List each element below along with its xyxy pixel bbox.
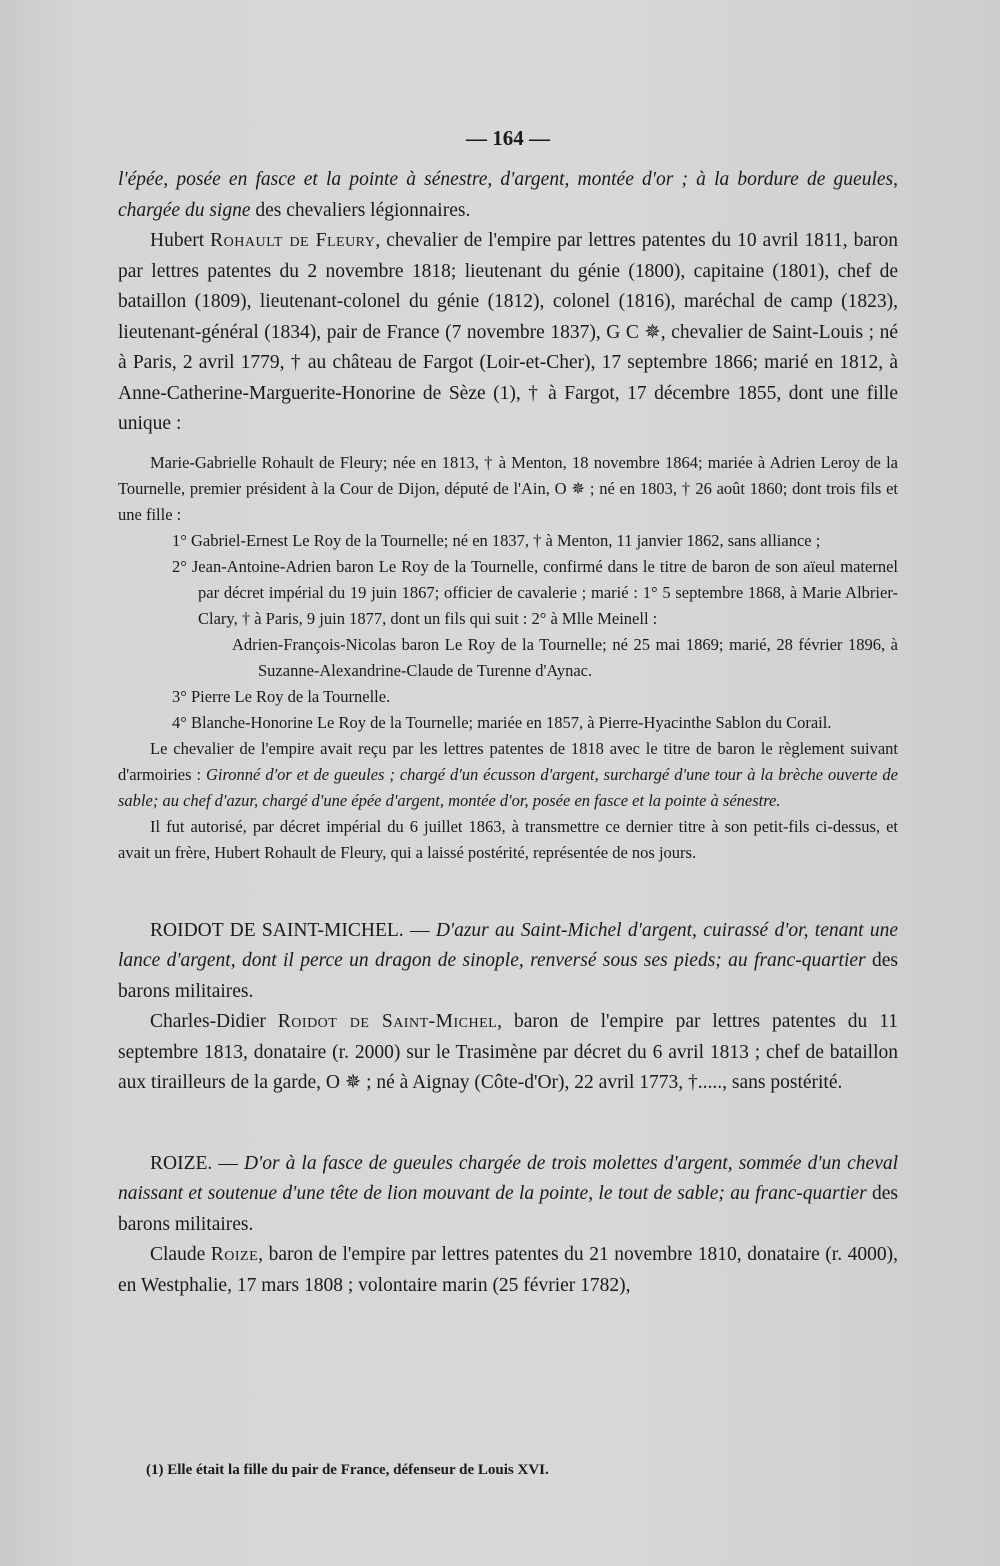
paragraph-blazon-end: [118, 165, 898, 226]
entry-blazon: D'azur au Saint-Michel d'argent, cuirassé d'or, tenant une lance d'argent, dont il perce un dragon de sinople, renversé sous ses pieds; au franc-quartier: [118, 919, 899, 971]
paragraph-roize: [118, 1240, 898, 1301]
blazon-italic: l'épée, posée en fasce et la pointe à sénestre, d'argent, montée d'or ; à la bordure de gueules, chargée du signe: [118, 169, 898, 221]
spacer: [118, 440, 898, 450]
person-name: Roidot de Saint-Michel: [277, 1011, 498, 1032]
entry-blazon: D'or à la fasce de gueules chargée de trois molettes d'argent, sommée d'un cheval naissant et soutenue d'une tête de lion mouvant de la pointe, le tout de sable; au franc-quartier: [118, 1152, 899, 1204]
entry-heading: ROIZE.: [150, 1152, 213, 1174]
paragraph-rohault: [118, 226, 898, 440]
list-item: 4° Blanche-Honorine Le Roy de la Tournelle; mariée en 1857, à Pierre-Hyacinthe Sablon du Corail.: [172, 712, 832, 732]
biography-text: , chevalier de l'empire par lettres patentes du 10 avril 1811, baron par lettres patentes du 2 novembre 1818; lieutenant du génie (1800), capitaine (1801), chef de bataillon (1809), lieutenant-colonel du génie (1812), colonel (1816), maréchal de camp (1823), lieutenant-général (1834), pair de France (7 novembre 1837), G C ✵, chevalier de Saint-Louis ; né à Paris, 2 avril 1779, † au château de Fargot (Loir-et-Cher), 17 septembre 1866; marié en 1812, à Anne-Catherine-Marguerite-Honorine de Sèze (1), † à Fargot, 17 décembre 1855, dont une fille unique :: [118, 230, 898, 434]
entry-heading: ROIDOT DE SAINT-MICHEL.: [150, 919, 404, 941]
spacer: [118, 866, 898, 888]
page-number: — 164 —: [466, 126, 550, 150]
armoiries-italic: Gironné d'or et de gueules ; chargé d'un écusson d'argent, surchargé d'une tour à la brèche ouverte de sable; au chef d'azur, chargé d'une épée d'argent, montée d'or, posée en fasce et la pointe à sénestre.: [118, 764, 899, 810]
page-content: [118, 126, 898, 1301]
biography-text: , baron de l'empire par lettres patentes du 21 novembre 1810, donataire (r. 4000), en Westphalie, 17 mars 1808 ; volontaire marin (25 février 1782),: [118, 1244, 898, 1296]
spacer: [118, 1099, 898, 1121]
name-prefix: Hubert: [150, 230, 211, 251]
list-item: 2° Jean-Antoine-Adrien baron Le Roy de la Tournelle, confirmé dans le titre de baron de son aïeul maternel par décret impérial du 19 juin 1867; officier de cavalerie ; marié : 1° 5 septembre 1868, à Marie Albrier-Clary, † à Paris, 9 juin 1877, dont un fils qui suit : 2° à Mlle Meinell :: [172, 556, 898, 628]
dash: —: [212, 1152, 244, 1174]
armoiries-text: Le chevalier de l'empire avait reçu par les lettres patentes de 1818 avec le titre de baron le règlement suivant d'armoiries :: [118, 738, 898, 784]
dash: —: [403, 919, 436, 941]
paragraph-roidot: [118, 1007, 898, 1099]
entry-roize: [118, 1149, 898, 1241]
name-prefix: Charles-Didier: [150, 1011, 278, 1032]
blazon-rest: des chevaliers légionnaires.: [250, 199, 471, 221]
list-item: 1° Gabriel-Ernest Le Roy de la Tournelle; né en 1837, † à Menton, 11 janvier 1862, sans alliance ;: [172, 530, 821, 550]
footnote: (1) Elle était la fille du pair de France, défenseur de Louis XVI.: [146, 1462, 549, 1478]
person-name: Rohault de Fleury: [210, 230, 376, 251]
biography-text: , baron de l'empire par lettres patentes du 11 septembre 1813, donataire (r. 2000) sur le Trasimène par décret du 6 avril 1813 ; chef de bataillon aux tirailleurs de la garde, O ✵ ; né à Aignay (Côte-d'Or), 22 avril 1773, †....., sans postérité.: [118, 1011, 898, 1093]
person-name: Roize: [210, 1244, 259, 1265]
entry-blazon-rest: des barons militaires.: [118, 1183, 899, 1235]
sub-list-item: Adrien-François-Nicolas baron Le Roy de la Tournelle; né 25 mai 1869; marié, 28 février 1896, à Suzanne-Alexandrine-Claude de Turenne d'Aynac.: [232, 634, 898, 680]
entry-roidot: [118, 916, 898, 1008]
paragraph-autorisation: Il fut autorisé, par décret impérial du 6 juillet 1863, à transmettre ce dernier titre à son petit-fils ci-dessus, et avait un frère, Hubert Rohault de Fleury, qui a laissé postérité, représentée de nos jours.: [118, 816, 898, 862]
entry-blazon-rest: des barons militaires.: [118, 950, 898, 1002]
paragraph-marie-gabrielle: Marie-Gabrielle Rohault de Fleury; née en 1813, † à Menton, 18 novembre 1864; mariée à Adrien Leroy de la Tournelle, premier président à la Cour de Dijon, député de l'Ain, O ✵ ; né en 1803, † 26 août 1860; dont trois fils et une fille :: [118, 452, 898, 524]
paragraph-armoiries: [118, 736, 898, 814]
list-item: 3° Pierre Le Roy de la Tournelle.: [172, 686, 391, 706]
name-prefix: Claude: [150, 1244, 211, 1265]
